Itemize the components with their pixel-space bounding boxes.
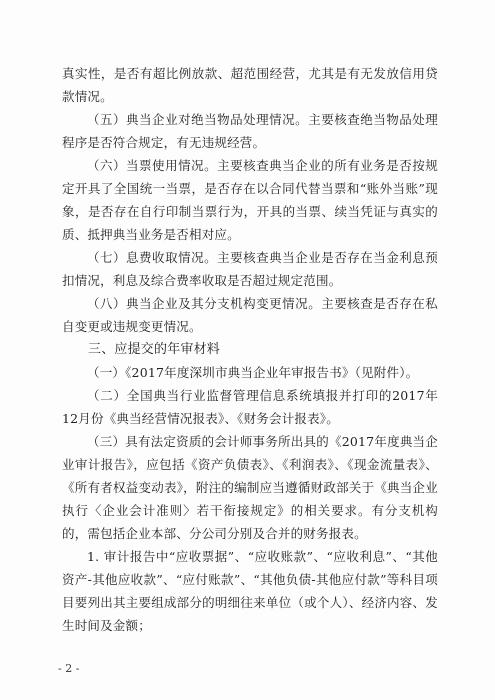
page-number: - 2 - [58, 662, 80, 675]
audit-report-note: 1. 审计报告中“应收票据”、“应收账款”、“应收利息”、“其他资产-其他应收款”、“应付账款”、“其他负债-其他应付款”等科目项目要列出其主要组成部分的明细往来单位（或个人）、经济内容、发生时间及金额； [62, 549, 438, 633]
document-body [62, 62, 438, 637]
material-item-1: （一）《2017年度深圳市典当企业年审报告书》（见附件）。 [87, 365, 419, 380]
paragraph-item-6: （六）当票使用情况。主要核查典当企业的所有业务是否按规定开具了全国统一当票，是否存在以合同代替当票和“账外当账”现象，是否存在自行印制当票行为，开具的当票、续当凭证与真实的质、抵押典当业务是否相对应。 [62, 158, 438, 242]
section-heading: 三、应提交的年审材料 [88, 342, 221, 357]
paragraph-item-7: （七）息费收取情况。主要核查典当企业是否存在当金利息预扣情况，利息及综合费率收取是否超过规定范围。 [62, 250, 438, 288]
material-item-2: （二）全国典当行业监督管理信息系统填报并打印的2017年12月份《典当经营情况报表》、《财务会计报表》。 [62, 388, 438, 426]
paragraph-item-5: （五）典当企业对绝当物品处理情况。主要核查绝当物品处理程序是否符合规定，有无违规经营。 [62, 112, 438, 150]
paragraph-continuation: 真实性，是否有超比例放款、超范围经营，尤其是有无发放信用贷款情况。 [62, 66, 438, 104]
paragraph-item-8: （八）典当企业及其分支机构变更情况。主要核查是否存在私自变更或违规变更情况。 [62, 296, 438, 334]
material-item-3: （三）具有法定资质的会计师事务所出具的《2017年度典当企业审计报告》，应包括《资产负债表》、《利润表》、《现金流量表》、《所有者权益变动表》，附注的编制应当遵循财政部关于《典当企业执行〈企业会计准则〉若干衔接规定》的相关要求。有分支机构的，需包括企业本部、分公司分别及合并的财务报表。 [62, 434, 438, 541]
